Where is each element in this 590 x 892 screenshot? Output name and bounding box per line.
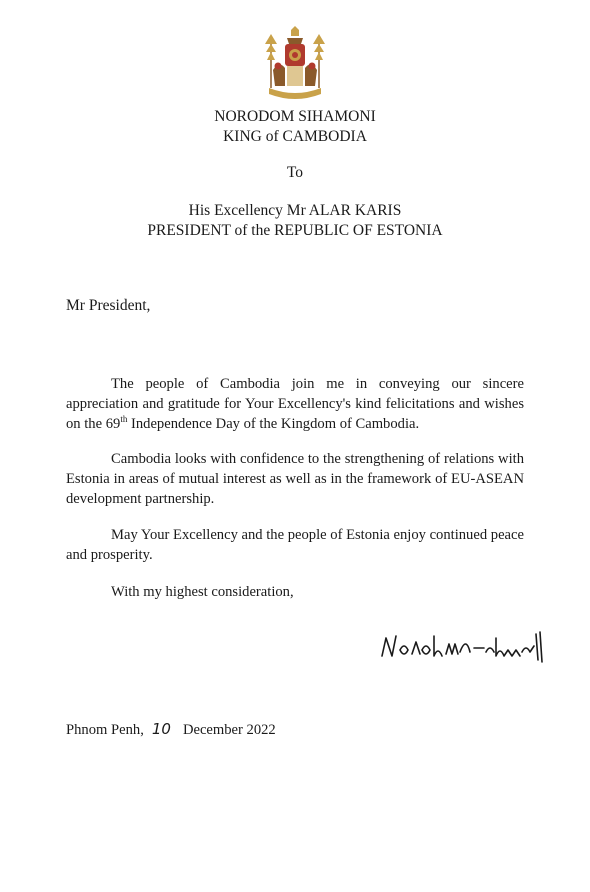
sender-title: KING of CAMBODIA [223, 128, 367, 145]
body-paragraph-3: May Your Excellency and the people of Estonia enjoy continued peace and prosperity. [66, 527, 524, 563]
body-paragraph-2: Cambodia looks with confidence to the strengthening of relations with Estonia in areas of mutual interest as well as in the framework of EU-ASEAN development partnership. [66, 451, 524, 507]
place: Phnom Penh, [66, 722, 144, 738]
sender-name: NORODOM SIHAMONI [214, 108, 376, 125]
salutation: Mr President, [66, 297, 151, 314]
addressee-title: PRESIDENT of the REPUBLIC OF ESTONIA [147, 222, 443, 239]
royal-coat-of-arms-icon [257, 26, 333, 102]
addressee-name: His Excellency Mr ALAR KARIS [188, 202, 402, 219]
to-label: To [286, 164, 304, 181]
place-and-date [66, 719, 276, 740]
signature-image [378, 626, 546, 666]
date-day: 10 [151, 720, 171, 738]
closing-line: With my highest consideration, [111, 584, 294, 600]
date-month-year: December 2022 [182, 722, 276, 738]
body-paragraph-1: The people of Cambodia join me in conveying our sincere appreciation and gratitude for Your Excellency's kind felicitations and wishes on the 69th Independence Day of the Kingdom of Cambodia. [66, 376, 524, 432]
